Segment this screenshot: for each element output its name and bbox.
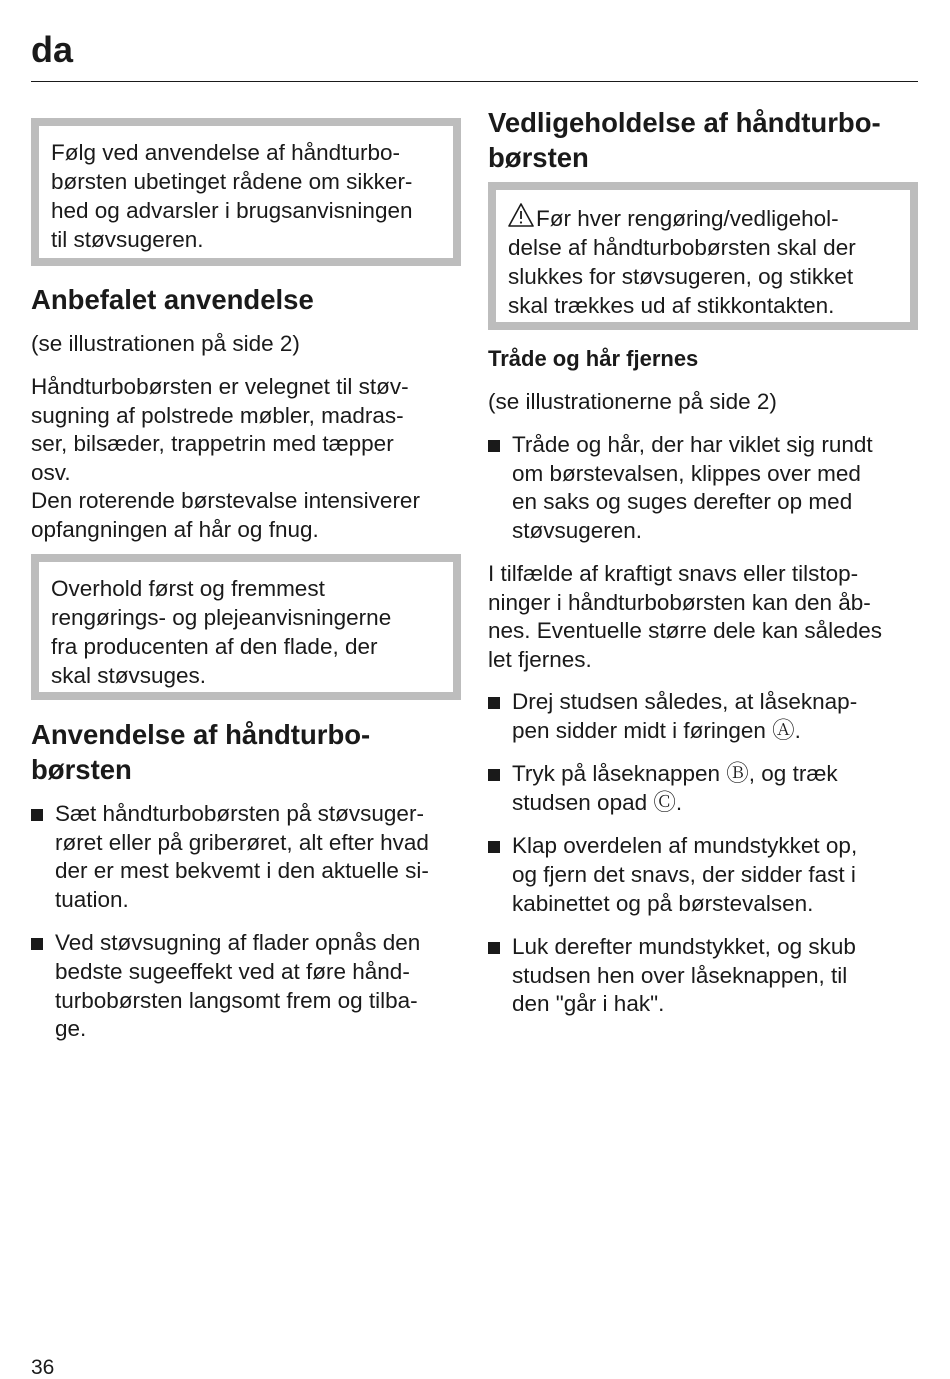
list-item bbox=[488, 688, 918, 745]
illustration-reference: (se illustrationen på side 2) bbox=[31, 331, 300, 356]
bullet-square-icon bbox=[31, 938, 43, 950]
notice-text: Overhold først og fremmest rengørings- og plejeanvisningerne fra producenten af den flade, der skal støvsuges. bbox=[51, 576, 392, 688]
notice-box-safety bbox=[31, 118, 461, 266]
bullet-square-icon bbox=[488, 440, 500, 452]
section-heading-recommended-use: Anbefalet anvendelse bbox=[31, 284, 314, 315]
list-item-text: Luk derefter mundstykket, og skub studsen hen over låseknappen, til den "går i hak". bbox=[512, 934, 856, 1017]
section-heading-maintenance: Vedligeholdelse af håndturbo- børsten bbox=[488, 107, 881, 173]
notice-box-surface-care bbox=[31, 554, 461, 700]
list-item bbox=[488, 431, 918, 545]
list-item bbox=[488, 760, 918, 817]
list-item-text: Klap overdelen af mundstykket op, og fjern det snavs, der sidder fast i kabinettet og på børstevalsen. bbox=[512, 833, 858, 916]
header-rule bbox=[31, 81, 918, 82]
heavy-dirt-paragraph: I tilfælde af kraftigt snavs eller tilstop- ninger i håndturbobørsten kan den åb- nes. Eventuelle større dele kan således let fjernes. bbox=[488, 561, 882, 672]
warning-text: Før hver rengøring/vedligehol- delse af håndturbobørsten skal der slukkes for støvsugeren, og stikket skal trækkes ud af stikkontakten. bbox=[508, 202, 900, 320]
list-item-text: Tråde og hår, der har viklet sig rundt om børstevalsen, klippes over med en saks og suges derefter op med støvsugeren. bbox=[512, 432, 873, 543]
language-code: da bbox=[31, 29, 74, 70]
page-number: 36 bbox=[31, 1356, 55, 1379]
recommended-use-body: Håndturbobørsten er velegnet til støv- sugning af polstrede møbler, madras- ser, bilsæder, trappetrin med tæpper osv. Den roterende børstevalse intensiverer opfangningen af hår og fnug. bbox=[31, 374, 420, 542]
warning-triangle-icon bbox=[508, 202, 534, 228]
bullet-square-icon bbox=[488, 841, 500, 853]
bullet-square-icon bbox=[31, 809, 43, 821]
bullet-square-icon bbox=[488, 697, 500, 709]
opening-steps-list bbox=[488, 688, 918, 1034]
bullet-square-icon bbox=[488, 942, 500, 954]
usage-list bbox=[31, 800, 461, 1059]
list-item-text: Drej studsen således, at låseknap- pen sidder midt i føringen Ⓐ. bbox=[512, 689, 858, 743]
illustration-reference: (se illustrationerne på side 2) bbox=[488, 389, 777, 414]
list-item-text: Ved støvsugning af flader opnås den bedste sugeeffekt ved at føre hånd- turbobørsten langsomt frem og tilba- ge. bbox=[55, 930, 421, 1042]
list-item bbox=[31, 800, 461, 914]
section-heading-usage: Anvendelse af håndturbo- børsten bbox=[31, 719, 371, 785]
list-item-text: Sæt håndturbobørsten på støvsuger- røret eller på griberøret, alt efter hvad der er mest bekvemt i den aktuelle si- tuation. bbox=[55, 801, 429, 912]
subsection-heading-threads-hair: Tråde og hår fjernes bbox=[488, 346, 699, 371]
warning-box bbox=[488, 182, 918, 330]
list-item bbox=[488, 832, 918, 918]
list-item-text: Tryk på låseknappen Ⓑ, og træk studsen opad Ⓒ. bbox=[512, 761, 838, 815]
list-item bbox=[488, 933, 918, 1019]
list-item bbox=[31, 929, 461, 1043]
threads-hair-list bbox=[488, 431, 918, 560]
notice-text: Følg ved anvendelse af håndturbo- børsten ubetinget rådene om sikker- hed og advarsler i brugsanvisningen til støvsugeren. bbox=[51, 140, 413, 252]
bullet-square-icon bbox=[488, 769, 500, 781]
